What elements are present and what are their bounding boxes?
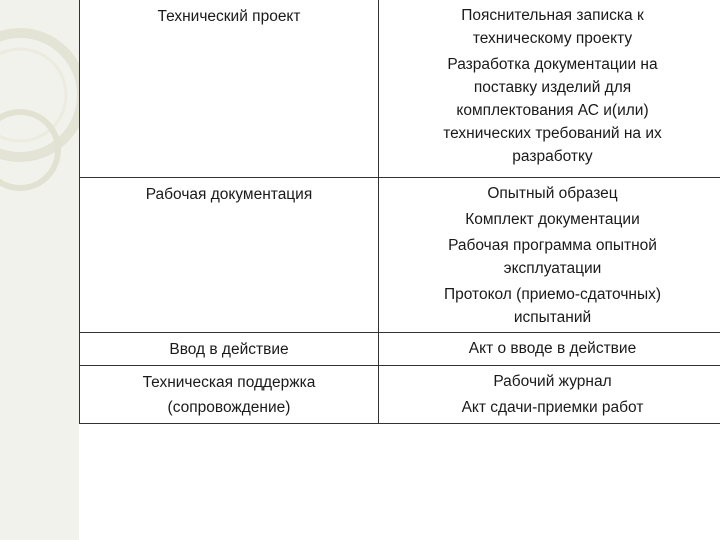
document-text: Акт о вводе в действие	[468, 340, 637, 357]
document-text: комплектования АС и(или)	[456, 102, 649, 119]
stage-text: (сопровождение)	[167, 399, 291, 416]
document-text: разработку	[512, 148, 593, 165]
stage-text: Технический проект	[157, 8, 301, 25]
stage-text: Ввод в действие	[169, 341, 289, 358]
document-text: Пояснительная записка к	[461, 7, 644, 24]
document-text: эксплуатации	[503, 260, 602, 277]
documents-cell	[379, 178, 720, 333]
stages-documents-table-container	[79, 0, 720, 424]
documents-cell	[379, 0, 720, 178]
documents-cell	[379, 333, 720, 366]
document-text: Рабочая программа опытной	[448, 237, 657, 254]
document-text: испытаний	[513, 309, 592, 326]
document-text: Разработка документации на	[447, 56, 658, 73]
document-text: Рабочий журнал	[493, 373, 612, 390]
stage-text: Техническая поддержка	[142, 374, 316, 391]
documents-cell	[379, 366, 720, 424]
document-text: Акт сдачи-приемки работ	[461, 399, 644, 416]
table-row	[80, 333, 720, 366]
stage-cell	[80, 0, 379, 178]
table-row	[80, 178, 720, 333]
stage-cell	[80, 333, 379, 366]
document-text: Опытный образец	[487, 185, 618, 202]
stage-text: Рабочая документация	[145, 186, 313, 203]
decorative-side-strip	[0, 0, 79, 540]
document-text: Протокол (приемо-сдаточных)	[443, 286, 662, 303]
document-text: Комплект документации	[465, 211, 640, 228]
table-row	[80, 0, 720, 178]
document-text: поставку изделий для	[473, 79, 632, 96]
stages-documents-table	[79, 0, 720, 424]
table-row	[80, 366, 720, 424]
document-text: технических требований на их	[443, 125, 662, 142]
decorative-circles-graphic	[0, 0, 79, 540]
document-text: техническому проекту	[472, 30, 633, 47]
stage-cell	[80, 366, 379, 424]
stage-cell	[80, 178, 379, 333]
